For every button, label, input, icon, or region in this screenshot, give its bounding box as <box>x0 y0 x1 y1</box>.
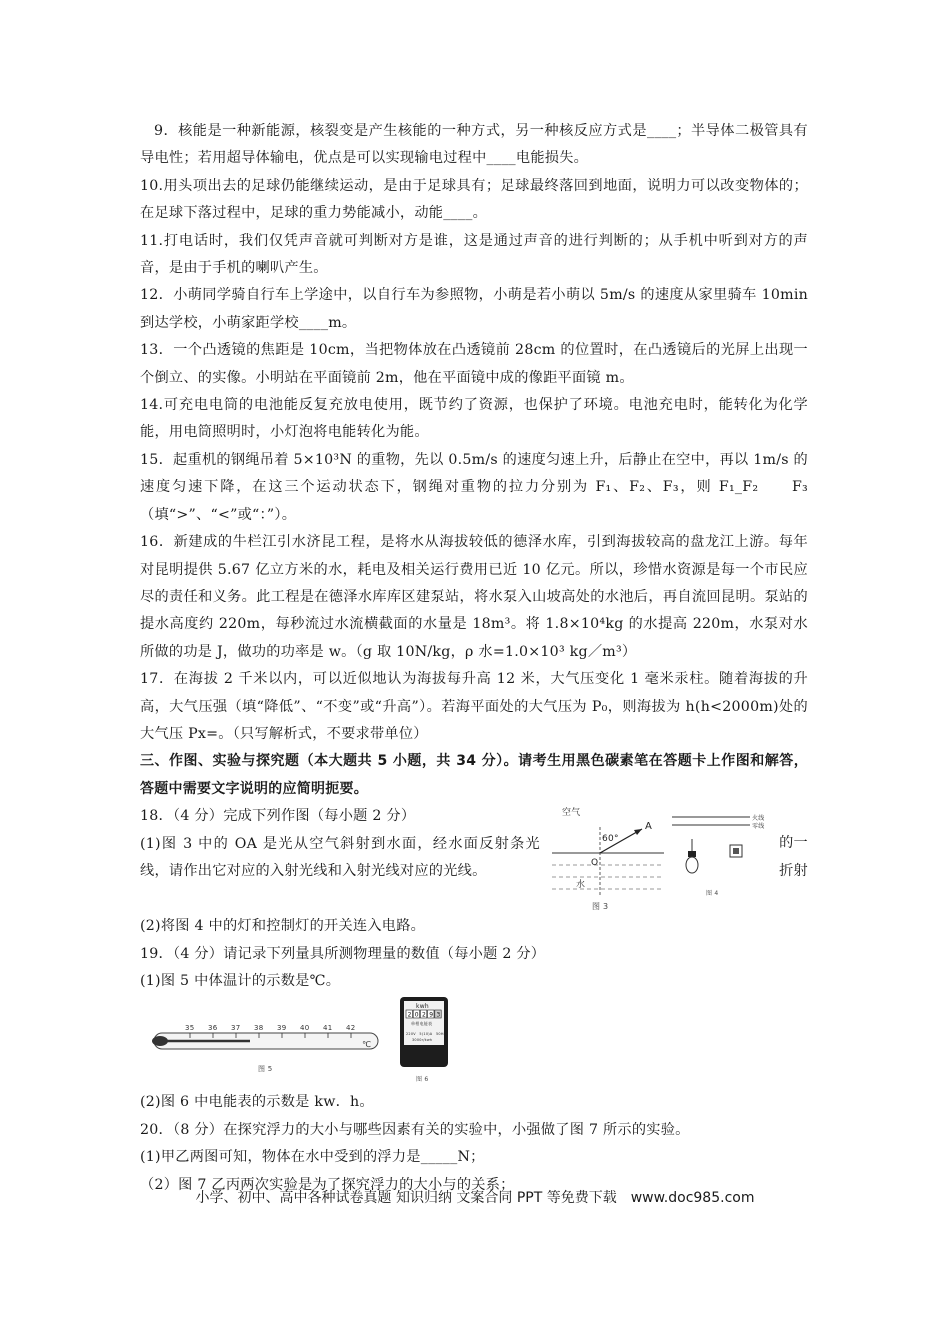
question-18-block <box>140 803 808 913</box>
fig5-unit-label: ℃ <box>362 1040 372 1050</box>
fig3-caption: 图 3 <box>592 902 609 912</box>
question-18-right-line-2: 折射 <box>779 862 808 879</box>
question-9: 9．核能是一种新能源，核裂变是产生核能的一种方式，另一种核反应方式是____；半导体二极管具有导电性；若用超导体输电，优点是可以实现输电过程中____电能损失。 <box>140 123 808 167</box>
fig4-caption: 图 4 <box>706 890 719 898</box>
fig5-tick-label: 41 <box>323 1024 333 1033</box>
fig4-live-wire-label: 火线 <box>752 815 765 823</box>
question-content <box>140 118 808 1199</box>
fig6-digit: 2 <box>407 1011 412 1019</box>
figure-6-energy-meter <box>398 995 450 1085</box>
fig3-air-label: 空气 <box>562 808 581 819</box>
fig6-meter-name: 单相电能表 <box>411 1021 433 1027</box>
question-18-text <box>140 803 540 885</box>
fig6-meter-spec-2: 3000r/kwh <box>412 1038 433 1043</box>
fig3-point-a-label: A <box>645 821 653 833</box>
question-12: 12．小萌同学骑自行车上学途中，以自行车为参照物，小萌是若小萌以 5m/s 的速度从家里骑车 10min 到达学校，小萌家距学校____m。 <box>140 287 808 331</box>
fig5-tick-label: 42 <box>346 1024 356 1033</box>
fig6-digit: 0 <box>414 1011 419 1019</box>
fig6-unit-label: kwh <box>416 1003 429 1011</box>
bulb-icon <box>686 857 698 873</box>
fig6-caption: 图 6 <box>416 1076 429 1084</box>
question-19-title: 19．（4 分）请记录下列量具所测物理量的数值（每小题 2 分） <box>140 945 546 962</box>
fig5-tick-label: 38 <box>254 1024 264 1033</box>
question-20-part-2: （2）图 7 乙丙两次实验是为了探究浮力的大小与的关系； <box>140 1176 515 1193</box>
figure-3-light-reflection <box>548 803 666 913</box>
figure-4-circuit <box>670 811 768 899</box>
question-18-right-text <box>772 830 808 885</box>
page-footer: 小学、初中、高中各种试卷真题 知识归纳 文案合同 PPT 等免费下载 www.doc985.com <box>195 1190 755 1206</box>
question-20-title: 20．（8 分）在探究浮力的大小与哪些因素有关的实验中，小强做了图 7 所示的实验。 <box>140 1121 690 1138</box>
question-16: 16．新建成的牛栏江引水济昆工程，是将水从海拔较低的德泽水库，引到海拔较高的盘龙江上游。每年对昆明提供 5.67 亿立方米的水，耗电及相关运行费用已近 10 亿元。所以，珍惜水资源是每一个市民应尽的责任和义务。此工程是在德泽水库库区建泵站，将水泵入山坡高处的水池后，再自流回昆明。泵站的提水高度约 220m，每秒流过水流横截面的水量是 18m³。将 1.8×10⁴kg 的水提高 220m，水泵对水所做的功是 J，做功的功率是 w。（g 取 10N/kg，ρ 水=1.0×10³ kg／m³） <box>140 534 808 660</box>
fig4-lamp-socket <box>688 851 696 857</box>
fig5-tick-label: 35 <box>185 1024 195 1033</box>
fig3-angle-label: 60° <box>602 834 619 845</box>
question-10: 10.用头项出去的足球仍能继续运动，是由于足球具有；足球最终落回到地面，说明力可以改变物体的；在足球下落过程中，足球的重力势能减小，动能____。 <box>140 177 808 222</box>
question-15: 15．起重机的钢绳吊着 5×10³N 的重物，先以 0.5m/s 的速度匀速上升，后静止在空中，再以 1m/s 的速度匀速下降，在这三个运动状态下，钢绳对重物的拉力分别为 F₁、F₂、F₃，则 F₁_F₂ F₃（填“>”、“<”或“：”）。 <box>140 451 808 523</box>
fig6-digit-group <box>406 1010 441 1019</box>
fig3-water-label: 水 <box>576 880 586 891</box>
section-3-heading: 三、作图、实验与探究题（本大题共 5 小题，共 34 分）。请考生用黑色碳素笔在答题卡上作图和解答，答题中需要文字说明的应简明扼要。 <box>140 753 808 797</box>
question-18-part-1: (1)图 3 中的 OA 是光从空气斜射到水面，经水面反射条光线，请作出它对应的入射光线和入射光线对应的光线。 <box>140 835 540 879</box>
question-19-part-2: (2)图 6 中电能表的示数是 kw．h。 <box>140 1094 374 1111</box>
fig5-caption: 图 5 <box>258 1065 273 1074</box>
fig5-tick-label: 36 <box>208 1024 218 1033</box>
fig5-tick-label: 39 <box>277 1024 287 1033</box>
fig4-neutral-wire-label: 零线 <box>752 823 765 831</box>
figure-5-thermometer <box>150 1017 388 1075</box>
fig6-digit: 2 <box>422 1011 427 1019</box>
question-11: 11.打电话时，我们仅凭声音就可判断对方是谁，这是通过声音的进行判断的；从手机中听到对方的声音，是由于手机的喇叭产生。 <box>140 232 808 277</box>
question-17: 17．在海拔 2 千米以内，可以近似地认为海拔每升高 12 米，大气压变化 1 毫米汞柱。随着海拔的升高，大气压强（填“降低”、“不变”或“升高”）。若海平面处的大气压为 P₀，则海拔为 h(h<2000m)处的大气压 Px=。（只写解析式，不要求带单位） <box>140 671 808 742</box>
fig6-meter-spec: 220V 5(10)A 50Hz <box>406 1032 446 1037</box>
fig5-tick-label: 37 <box>231 1024 241 1033</box>
fig3-point-o-label: O <box>591 858 599 869</box>
question-13: 13．一个凸透镜的焦距是 10cm，当把物体放在凸透镜前 28cm 的位置时，在凸透镜后的光屏上出现一个倒立、的实像。小明站在平面镜前 2m，他在平面镜中成的像距平面镜 m。 <box>140 342 808 386</box>
switch-icon <box>733 848 739 854</box>
fig5-tick-label: 40 <box>300 1024 310 1033</box>
question-14: 14.可充电电筒的电池能反复充放电使用，既节约了资源，也保护了环境。电池充电时，能转化为化学能，用电筒照明时，小灯泡将电能转化为能。 <box>140 397 808 441</box>
figures-5-6-row <box>140 995 808 1089</box>
question-20-part-1: (1)甲乙两图可知，物体在水中受到的浮力是_____N； <box>140 1149 485 1166</box>
question-18-part-2: (2)将图 4 中的灯和控制灯的开关连入电路。 <box>140 918 426 935</box>
question-18-right-line-1: 的一 <box>779 835 808 852</box>
fig6-digit: 9 <box>429 1011 434 1019</box>
question-19-part-1: (1)图 5 中体温计的示数是℃。 <box>140 972 341 989</box>
question-18-title: 18．（4 分）完成下列作图（每小题 2 分） <box>140 808 416 825</box>
fig6-digit: 3 <box>436 1011 441 1019</box>
